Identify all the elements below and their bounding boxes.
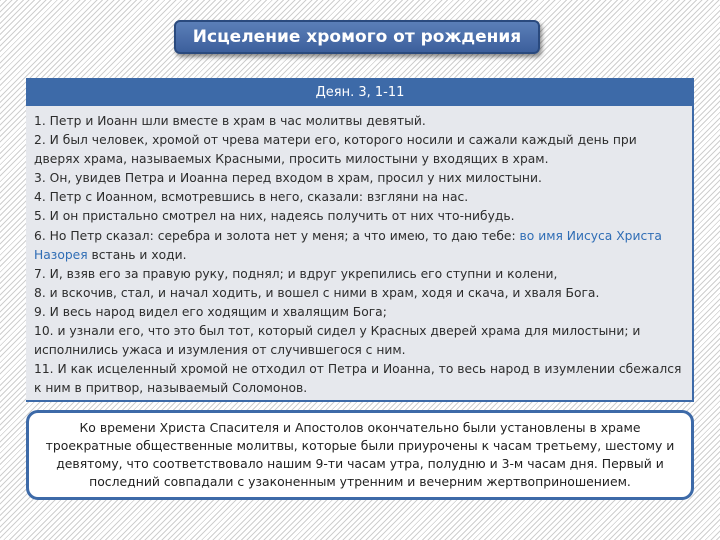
verse-7: 7. И, взяв его за правую руку, поднял; и вдруг укрепились его ступни и колени,	[34, 266, 558, 281]
verses-panel	[26, 106, 694, 402]
verse-2: 2. И был человек, хромой от чрева матери его, которого носили и сажали каждый день при дверях храма, называемых Красными, просить милостыни у входящих в храм.	[34, 133, 637, 167]
historical-note-text: Ко времени Христа Спасителя и Апостолов окончательно были установлены в храме троекратные общественные молитвы, которые были приурочены к часам третьему, шестому и девятому, что соответствовало нашим 9-ти часам утра, полудню и 3-м часам дня. Первый и последний совпадали с узаконенным утренним и вечерним жертвоприношением.	[45, 420, 675, 489]
verse-6-end: встань и ходи.	[87, 247, 187, 262]
verse-1: 1. Петр и Иоанн шли вместе в храм в час молитвы девятый.	[34, 114, 426, 128]
verse-6	[34, 227, 684, 265]
verse-10: 10. и узнали его, что это был тот, который сидел у Красных дверей храма для милостыни; и исполнились ужаса и изумления от случившегося с ним.	[34, 324, 641, 358]
verse-3: 3. Он, увидев Петра и Иоанна перед входом в храм, просил у них милостыни.	[34, 171, 542, 186]
verse-5: 5. И он пристально смотрел на них, надеясь получить от них что-нибудь.	[34, 209, 515, 224]
slide-title-text: Исцеление хромого от рождения	[192, 27, 522, 47]
scripture-reference: Деян. 3, 1-11	[315, 84, 405, 100]
verse-9: 9. И весь народ видел его ходящим и хвалящим Бога;	[34, 304, 387, 319]
verse-4: 4. Петр с Иоанном, всмотревшись в него, сказали: взгляни на нас.	[34, 190, 469, 205]
scripture-reference-bar	[26, 78, 694, 106]
verse-6-highlight: во имя Иисуса Христа Назорея	[34, 228, 662, 262]
verse-11: 11. И как исцеленный хромой не отходил от Петра и Иоанна, то весь народ в изумлении сбежался к ним в притвор, называемый Соломонов.	[34, 362, 682, 396]
slide-title	[174, 20, 540, 54]
verse-8: 8. и вскочив, стал, и начал ходить, и вошел с ними в храм, ходя и скача, и хваля Бога.	[34, 285, 600, 300]
historical-note-box	[26, 410, 694, 500]
verse-6-start: 6. Но Петр сказал: серебра и золота нет у меня; а что имею, то даю тебе:	[34, 228, 520, 243]
